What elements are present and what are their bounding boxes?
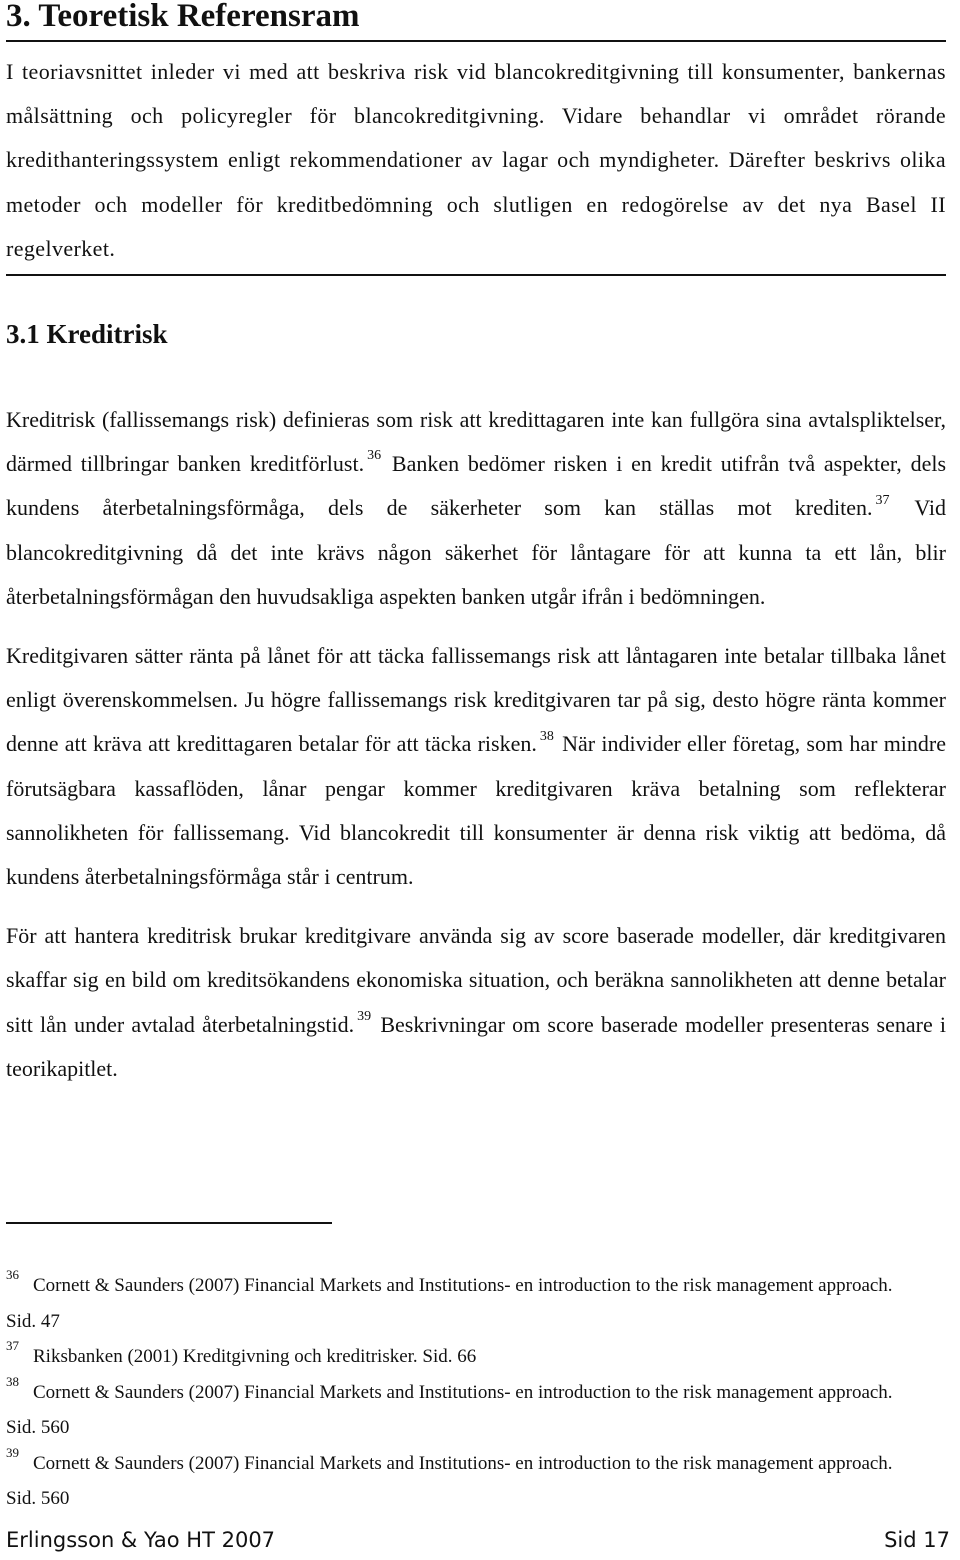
footnote-number: 37	[6, 1338, 19, 1354]
footnote-text: Riksbanken (2001) Kreditgivning och kreditrisker. Sid. 66	[33, 1346, 477, 1367]
section-title: 3.1 Kreditrisk	[6, 319, 168, 349]
paragraph-1	[6, 398, 946, 619]
footnote-ref-36[interactable]: 36	[367, 448, 382, 464]
footnote-ref-37[interactable]: 37	[875, 492, 890, 508]
footnote	[6, 1446, 926, 1517]
footer-authors: Erlingsson & Yao HT 2007	[6, 1528, 276, 1552]
paragraph-3	[6, 914, 946, 1091]
section-body	[6, 398, 946, 1106]
footnote-text: Cornett & Saunders (2007) Financial Markets and Institutions- en introduction to the risk management approach. Sid. 47	[6, 1275, 893, 1332]
page-number: Sid 17	[884, 1528, 950, 1552]
footnote-number: 36	[6, 1267, 19, 1283]
paragraph-2	[6, 634, 946, 899]
paragraph-text: Vid blancokreditgivning då det inte krävs någon säkerhet för låntagare för att kunna ta ett lån, blir återbetalningsförmågan den huvudsakliga aspekten banken utgår ifrån i bedömningen.	[6, 495, 946, 609]
chapter-intro: I teoriavsnittet inleder vi med att beskriva risk vid blancokreditgivning till konsumenter, bankernas målsättning och policyregler för blancokreditgivning. Vidare behandlar vi området rörande kredithanteringssystem enligt rekommendationer av lagar och myndigheter. Därefter beskrivs olika metoder och modeller för kreditbedömning och slutligen en redogörelse av det nya Basel II regelverket.	[6, 59, 946, 261]
chapter-rule	[6, 40, 946, 42]
footnote-number: 38	[6, 1373, 19, 1389]
paragraph-text: Kreditrisk (fallissemangs risk) definieras som risk att kredittagaren inte kan fullgöra sina avtalspliktelser, därmed tillbringar banken kreditförlust.	[6, 407, 946, 477]
footnote	[6, 1339, 926, 1375]
footnote-text: Cornett & Saunders (2007) Financial Markets and Institutions- en introduction to the risk management approach. Sid. 560	[6, 1452, 893, 1509]
chapter-title: 3. Teoretisk Referensram	[6, 0, 360, 34]
paragraph-text: Banken bedömer risken i en kredit utifrån två aspekter, dels kundens återbetalningsförmåga, dels de säkerheter som kan ställas mot krediten.	[6, 451, 947, 521]
footnotes	[6, 1268, 926, 1517]
footnote	[6, 1375, 926, 1446]
footnote-number: 39	[6, 1444, 19, 1460]
intro-rule	[6, 274, 946, 276]
footnote-ref-38[interactable]: 38	[539, 728, 554, 744]
paragraph-text: Beskrivningar om score baserade modeller presenteras senare i teorikapitlet.	[6, 1011, 946, 1081]
footnote-separator	[6, 1222, 332, 1224]
paragraph-text: För att hantera kreditrisk brukar kreditgivare använda sig av score baserade modeller, där kreditgivaren skaffar sig en bild om kreditsökandens ekonomiska situation, och beräkna sannolikheten att denne betalar sitt lån under avtalad återbetalningstid.	[6, 923, 946, 1037]
document-page	[6, 0, 950, 1560]
footnote-text: Cornett & Saunders (2007) Financial Markets and Institutions- en introduction to the risk management approach. Sid. 560	[6, 1381, 893, 1438]
paragraph-text: När individer eller företag, som har mindre förutsägbara kassaflöden, lånar pengar kommer kreditgivaren kräva betalning som reflekterar sannolikheten för fallissemang. Vid blancokredit till konsumenter är denna risk viktig att bedöma, då kundens återbetalningsförmåga står i centrum.	[6, 731, 947, 890]
footnote-ref-39[interactable]: 39	[357, 1008, 372, 1024]
paragraph-text: Kreditgivaren sätter ränta på lånet för att täcka fallissemangs risk att låntagaren inte betalar tillbaka lånet enligt överenskommelsen. Ju högre fallissemangs risk kreditgivaren tar på sig, desto högre ränta kommer denne att kräva att kredittagaren betalar för att täcka risken.	[6, 643, 946, 757]
page-footer	[6, 1525, 950, 1555]
footnote	[6, 1268, 926, 1339]
